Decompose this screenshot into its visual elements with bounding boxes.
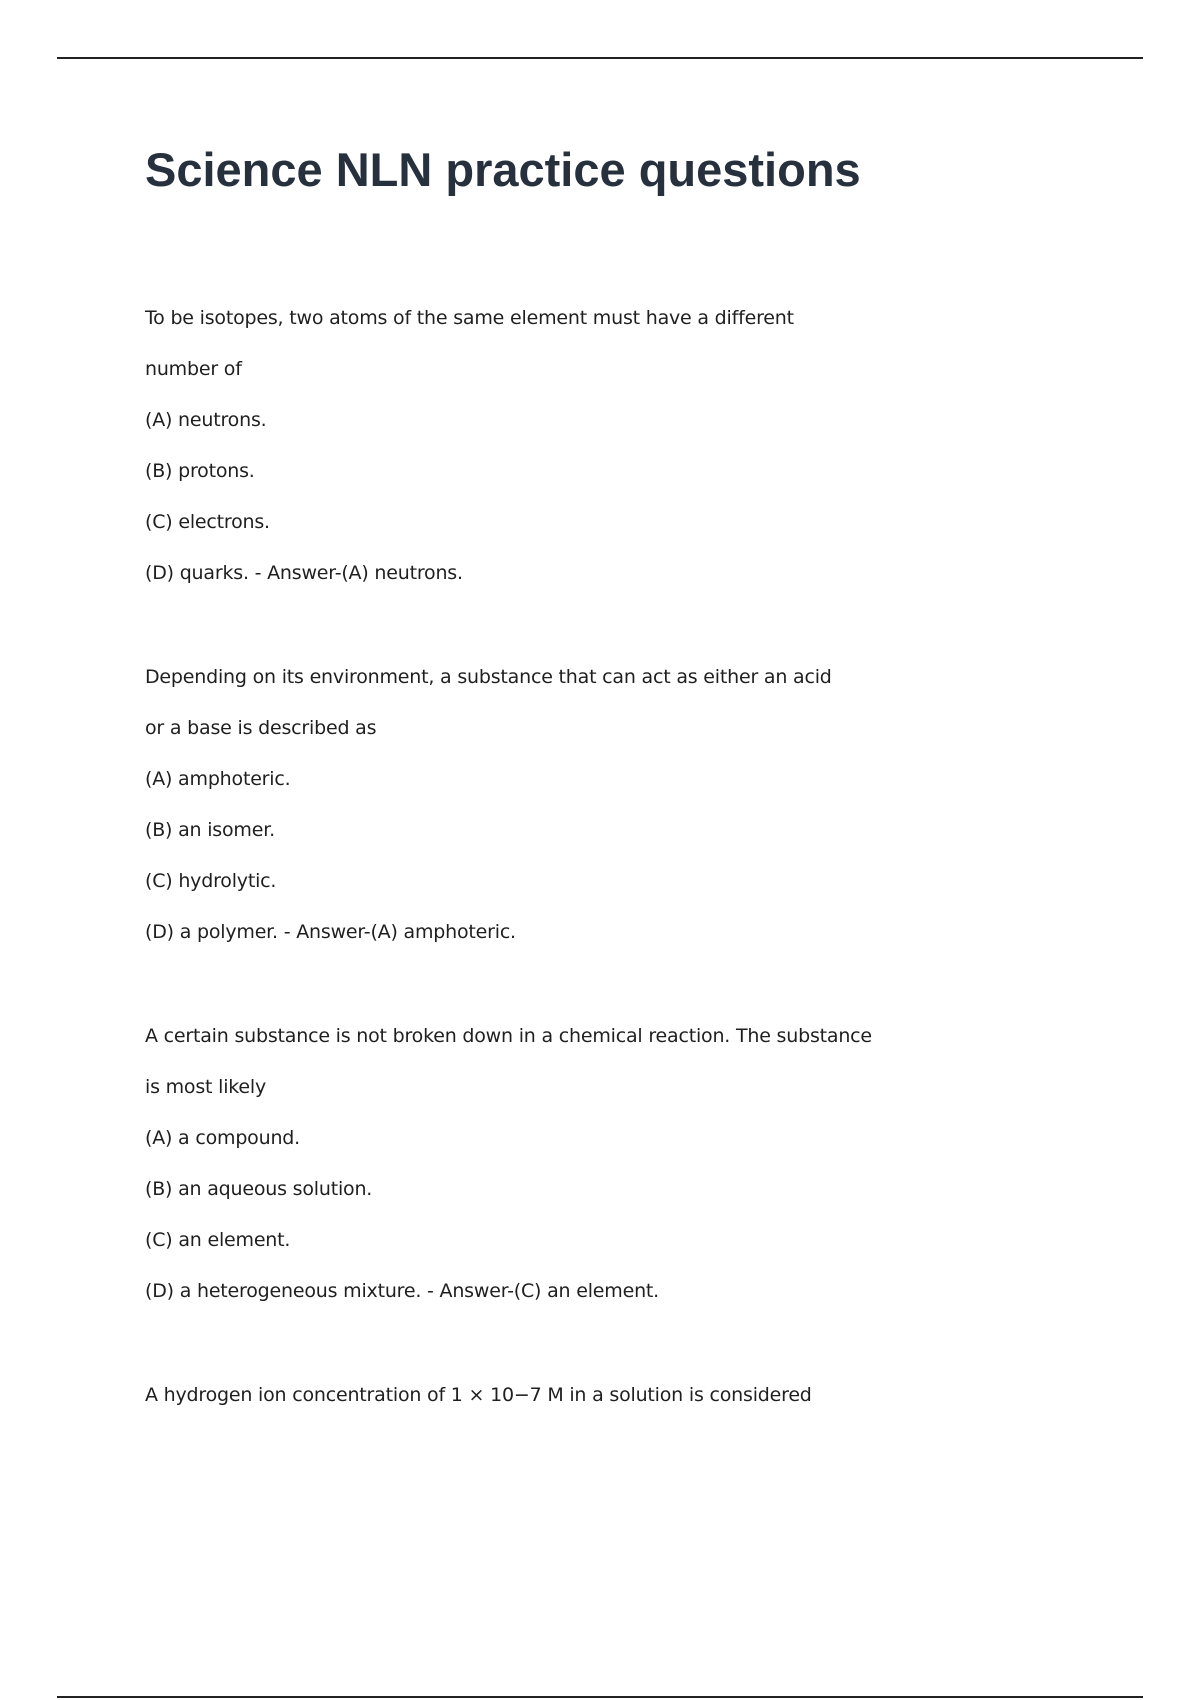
top-rule bbox=[57, 57, 1143, 59]
question-3-option-a: (A) a compound. bbox=[145, 1127, 300, 1149]
question-2-option-d-answer: (D) a polymer. - Answer-(A) amphoteric. bbox=[145, 921, 516, 943]
question-3-option-c: (C) an element. bbox=[145, 1229, 291, 1251]
question-1-option-a: (A) neutrons. bbox=[145, 409, 267, 431]
question-1-stem-line-1: To be isotopes, two atoms of the same element must have a different bbox=[145, 307, 794, 329]
question-3 bbox=[145, 1020, 1045, 1326]
bottom-rule bbox=[57, 1696, 1143, 1698]
question-2-option-a: (A) amphoteric. bbox=[145, 768, 291, 790]
page-title: Science NLN practice questions bbox=[145, 143, 861, 196]
question-3-stem-line-1: A certain substance is not broken down in a chemical reaction. The substance bbox=[145, 1025, 872, 1047]
question-2-option-b: (B) an isomer. bbox=[145, 819, 275, 841]
question-3-option-b: (B) an aqueous solution. bbox=[145, 1178, 373, 1200]
question-2-stem-line-2: or a base is described as bbox=[145, 717, 377, 739]
question-3-option-d-answer: (D) a heterogeneous mixture. - Answer-(C) an element. bbox=[145, 1280, 659, 1302]
question-1-stem-line-2: number of bbox=[145, 358, 242, 380]
question-1 bbox=[145, 302, 1045, 608]
question-1-option-b: (B) protons. bbox=[145, 460, 255, 482]
questions-list bbox=[145, 302, 1045, 1483]
question-1-option-c: (C) electrons. bbox=[145, 511, 270, 533]
question-1-option-d-answer: (D) quarks. - Answer-(A) neutrons. bbox=[145, 562, 463, 584]
question-4-stem-line-1: A hydrogen ion concentration of 1 × 10−7 M in a solution is considered bbox=[145, 1384, 812, 1406]
question-2-option-c: (C) hydrolytic. bbox=[145, 870, 277, 892]
question-2 bbox=[145, 661, 1045, 967]
question-3-stem-line-2: is most likely bbox=[145, 1076, 267, 1098]
question-2-stem-line-1: Depending on its environment, a substance that can act as either an acid bbox=[145, 666, 832, 688]
question-4 bbox=[145, 1379, 1045, 1430]
